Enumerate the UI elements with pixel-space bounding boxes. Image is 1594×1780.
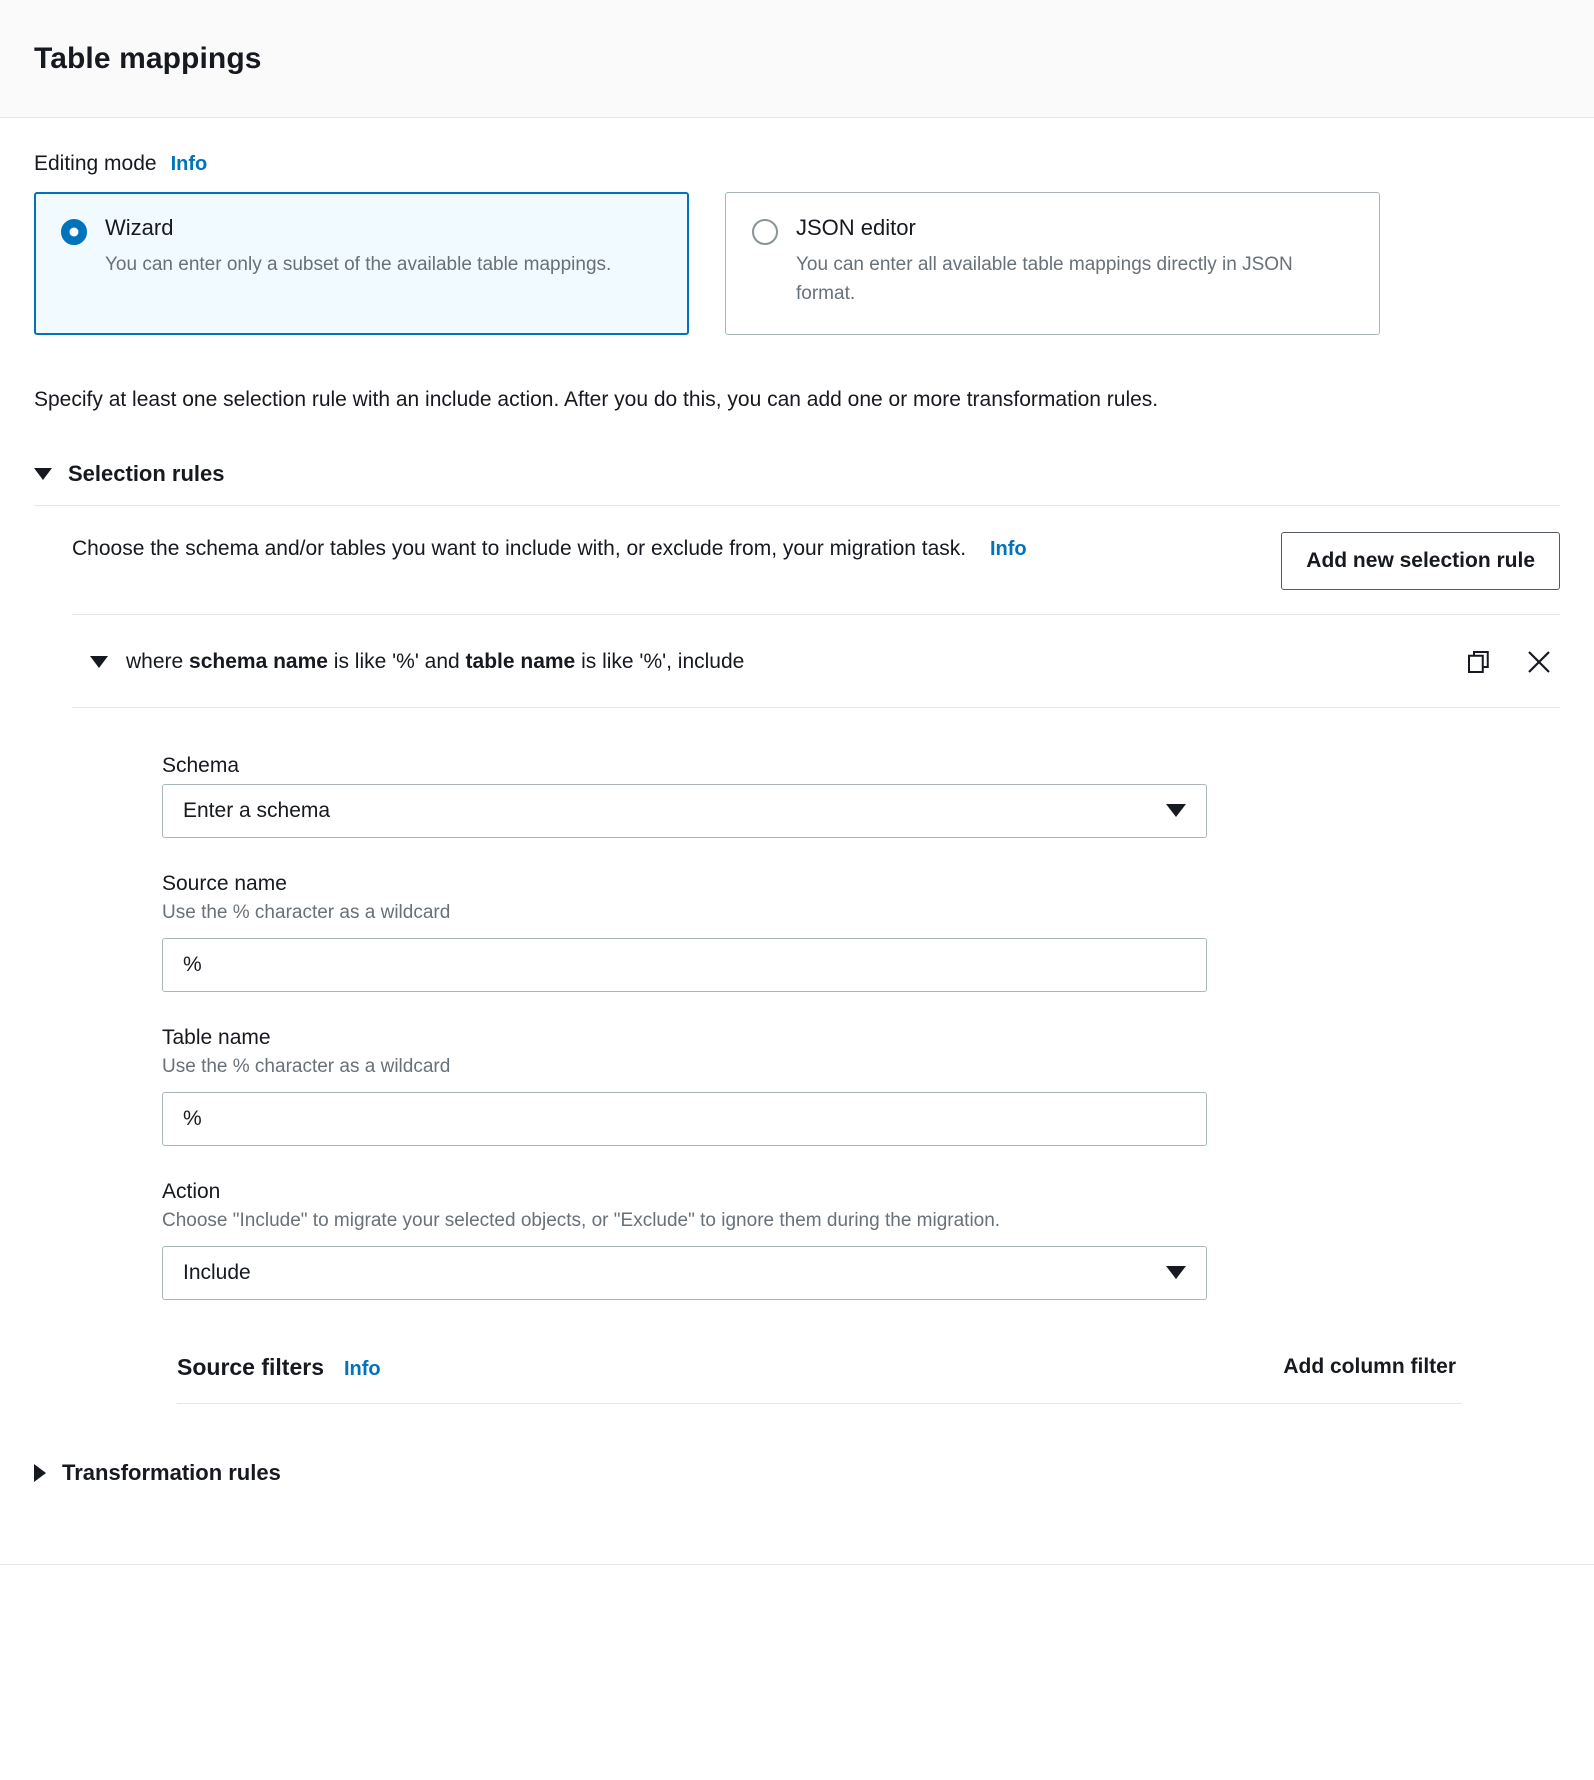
editing-mode-options [34,192,1560,335]
source-name-input[interactable] [162,938,1207,992]
radio-json-editor-icon[interactable] [752,219,778,245]
rule-summary-mid: is like '%' and [327,649,466,673]
selection-rules-info-link[interactable]: Info [989,537,1027,560]
schema-select[interactable] [162,784,1207,838]
add-new-selection-rule-button[interactable]: Add new selection rule [1281,532,1560,590]
table-name-field-group [162,1026,1560,1146]
editing-mode-label-row [34,152,1560,176]
editing-mode-option-json-desc: You can enter all available table mappings directly in JSON format. [796,254,1293,304]
selection-rules-header[interactable] [34,461,1560,506]
action-select-value: Include [183,1260,251,1284]
panel-header [0,0,1594,118]
add-column-filter-button[interactable]: Add column filter [1277,1354,1462,1380]
editing-mode-option-wizard-title: Wizard [105,215,174,240]
source-filters-row [177,1354,1462,1404]
transformation-rules-title: Transformation rules [62,1459,281,1485]
chevron-down-icon[interactable] [34,468,52,480]
action-label: Action [162,1179,221,1203]
radio-wizard-icon[interactable] [61,219,87,245]
source-name-hint: Use the % character as a wildcard [162,901,451,923]
schema-label: Schema [162,753,240,777]
intro-text: Specify at least one selection rule with an include action. After you do this, you can add one or more transformation rules. [34,388,1159,411]
close-icon[interactable] [1518,641,1560,683]
editing-mode-info-link[interactable]: Info [170,153,208,175]
editing-mode-option-wizard-desc: You can enter only a subset of the available table mappings. [105,254,612,275]
selection-rules-title: Selection rules [68,460,225,486]
transformation-rules-section [34,1460,1560,1544]
chevron-down-icon [1166,804,1186,817]
source-name-label: Source name [162,871,287,895]
selection-rules-description-row [72,506,1560,615]
editing-mode-label: Editing mode [34,152,157,175]
rule-summary-prefix: where [126,649,190,673]
chevron-down-icon [1166,1266,1186,1279]
source-name-field-group [162,872,1560,992]
source-filters-title: Source filters [177,1353,324,1380]
selection-rule-header [72,615,1560,708]
rule-summary-suffix: is like '%', include [575,649,745,673]
selection-rules-body [34,506,1560,1404]
action-select[interactable] [162,1246,1207,1300]
selection-rule-summary [126,650,1440,674]
action-hint: Choose "Include" to migrate your selected objects, or "Exclude" to ignore them during the migration. [162,1209,1001,1231]
rule-summary-schema: schema name [189,649,328,673]
table-name-input[interactable] [162,1092,1207,1146]
editing-mode-option-wizard[interactable] [34,192,689,335]
panel-footer-divider [0,1564,1594,1565]
rule-summary-table: table name [465,649,576,673]
schema-field-group [162,754,1560,838]
editing-mode-option-json-title: JSON editor [796,215,916,240]
page-title: Table mappings [34,41,262,75]
source-filters-info-link[interactable]: Info [344,1357,381,1380]
table-name-hint: Use the % character as a wildcard [162,1055,451,1077]
action-field-group [162,1180,1560,1300]
selection-rule-form [72,708,1560,1300]
copy-icon[interactable] [1458,641,1500,683]
schema-select-value: Enter a schema [183,798,331,822]
chevron-right-icon[interactable] [34,1464,46,1482]
selection-rules-description: Choose the schema and/or tables you want to include with, or exclude from, your migration task. [72,536,967,560]
rule-chevron-down-icon[interactable] [90,656,108,668]
selection-rules-description-wrap [72,532,1027,567]
transformation-rules-header[interactable] [34,1460,1560,1504]
editing-mode-option-json-editor[interactable] [725,192,1380,335]
table-name-label: Table name [162,1025,271,1049]
selection-rules-section [34,461,1560,1404]
